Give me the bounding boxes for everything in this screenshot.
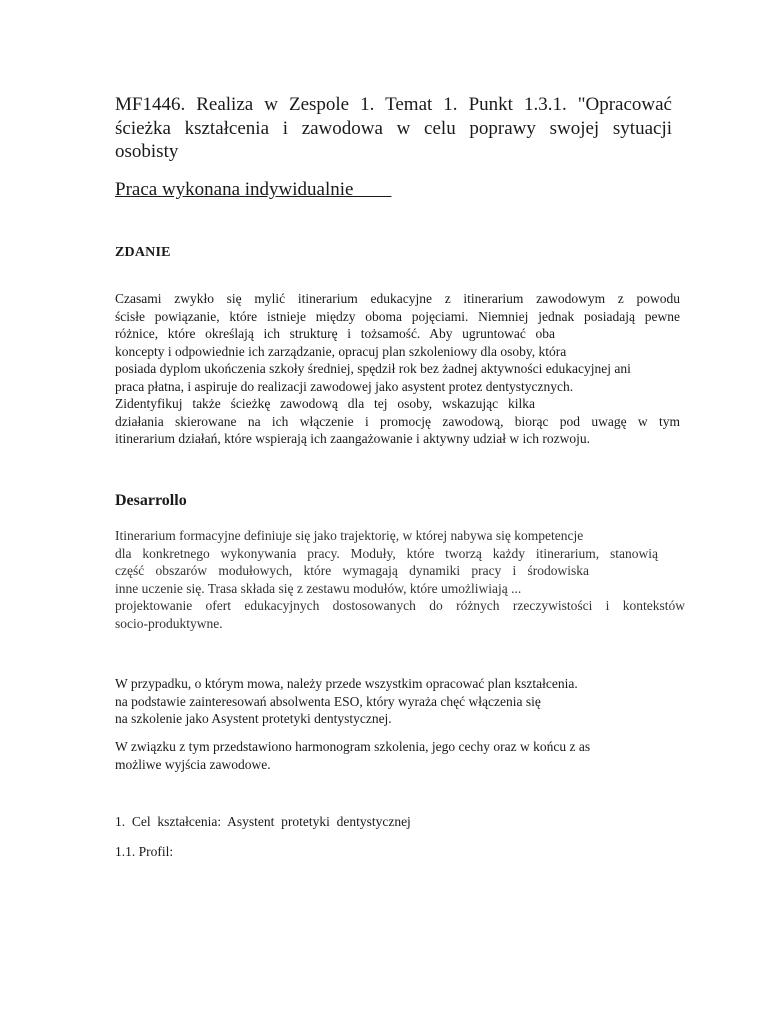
document-subtitle: Praca wykonana indywidualnie	[115, 179, 392, 200]
text-line: praca płatna, i aspiruje do realizacji zawodowej jako asystent protez dentystycznych.	[115, 378, 574, 394]
text-line: na szkolenie jako Asystent protetyki dentystycznej.	[115, 711, 392, 726]
task-paragraph	[115, 290, 680, 448]
text-line: W związku z tym przedstawiono harmonogram szkolenia, jego cechy oraz w końcu z as	[115, 739, 591, 754]
title-line: osobisty	[115, 141, 179, 162]
text-line: część obszarów modułowych, które wymagają dynamiki pracy i środowiska	[115, 563, 589, 578]
text-line: socio-produktywne.	[115, 615, 223, 631]
text-line: Czasami zwykło się mylić itinerarium edukacyjne z itinerarium zawodowym z powodu	[115, 291, 680, 306]
case-paragraph	[115, 675, 680, 728]
text-line: posiada dyplom ukończenia szkoły średniej, spędził rok bez żadnej aktywności edukacyjnej ani	[115, 361, 631, 376]
text-line: ścisłe powiązanie, które istnieje między oboma pojęciami. Niemniej jednak posiadają pewne	[115, 308, 680, 324]
text-line: inne uczenie się. Trasa składa się z zestawu modułów, które umożliwiają ...	[115, 580, 522, 596]
text-line: projektowanie ofert edukacyjnych dostosowanych do różnych rzeczywistości i kontekstów	[115, 598, 685, 613]
development-heading: Desarrollo	[115, 492, 187, 509]
text-line: W przypadku, o którym mowa, należy przede wszystkim opracować plan kształcenia.	[115, 676, 578, 691]
training-goal	[115, 813, 680, 831]
schedule-paragraph	[115, 738, 680, 773]
text-line: itinerarium działań, które wspierają ich zaangażowanie i aktywny udział w ich rozwoju.	[115, 431, 590, 446]
text-line: działania skierowane na ich włączenie i promocję zawodową, biorąc pod uwagę w tym	[115, 413, 680, 429]
text-line: Zidentyfikuj także ścieżkę zawodową dla tej osoby, wskazując kilka	[115, 396, 535, 411]
text-line: 1. Cel kształcenia: Asystent protetyki dentystycznej	[115, 814, 411, 829]
text-line: różnice, które określają ich strukturę i tożsamość. Aby ugruntować oba	[115, 326, 555, 341]
text-line: 1.1. Profil:	[115, 844, 174, 859]
development-paragraph	[115, 527, 685, 632]
text-line: dla konkretnego wykonywania pracy. Moduły, które tworzą każdy itinerarium, stanowią	[115, 545, 658, 561]
task-heading: ZDANIE	[115, 245, 171, 260]
text-line: możliwe wyjścia zawodowe.	[115, 756, 271, 772]
text-line: na podstawie zainteresowań absolwenta ESO, który wyraża chęć włączenia się	[115, 693, 541, 709]
profile-heading	[115, 843, 680, 861]
title-line: ścieżka kształcenia i zawodowa w celu poprawy swojej sytuacji	[115, 117, 672, 139]
document-title	[115, 93, 672, 164]
text-line: Itinerarium formacyjne definiuje się jako trajektorię, w której nabywa się kompetencje	[115, 528, 584, 543]
text-line: koncepty i odpowiednie ich zarządzanie, opracuj plan szkoleniowy dla osoby, która	[115, 343, 567, 359]
title-line: MF1446. Realiza w Zespole 1. Temat 1. Punkt 1.3.1. "Opracować	[115, 94, 672, 115]
